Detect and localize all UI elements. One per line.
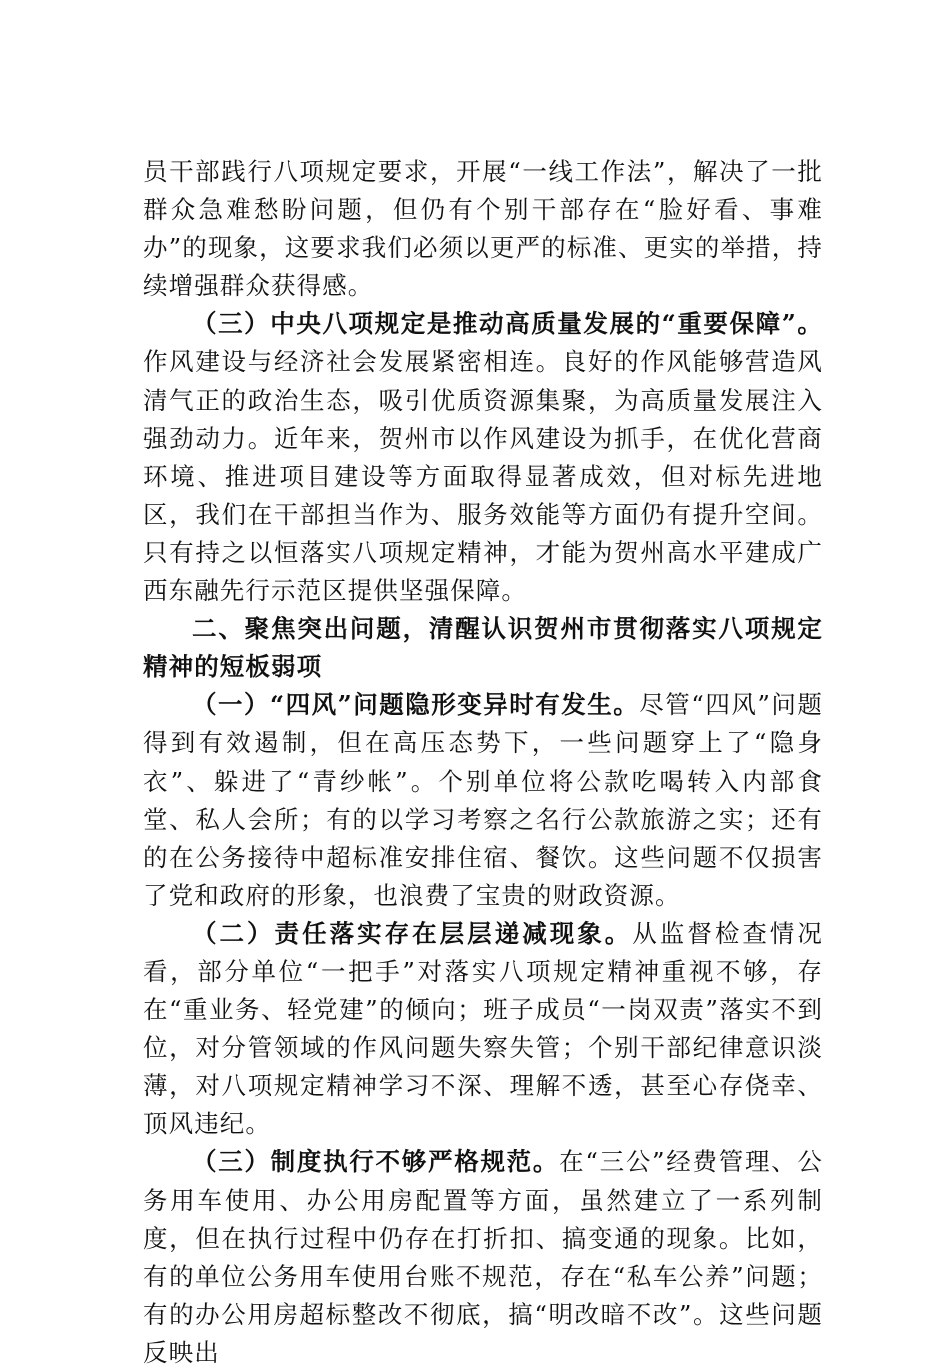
paragraph-text: 尽管“四风”问题得到有效遏制，但在高压态势下，一些问题穿上了“隐身衣”、躲进了“青纱帐”。个别单位将公款吃喝转入内部食堂、私人会所；有的以学习考察之名行公款旅游之实；还有的在公务接待中超标准安排住宿、餐饮。这些问题不仅损害了党和政府的形象，也浪费了宝贵的财政资源。 — [143, 690, 823, 910]
paragraph-responsibility — [143, 915, 823, 1144]
section-heading: 二、聚焦突出问题，清醒认识贺州市贯彻落实八项规定精神的短板弱项 — [143, 614, 823, 682]
paragraph-text: 从监督检查情况看，部分单位“一把手”对落实八项规定精神重视不够，存在“重业务、轻党建”的倾向；班子成员“一岗双责”落实不到位，对分管领域的作风问题失察失管；个别干部纪律意识淡薄，对八项规定精神学习不深、理解不透，甚至心存侥幸、顶风违纪。 — [143, 918, 823, 1139]
document-body — [143, 153, 823, 1372]
paragraph-system-execution — [143, 1143, 823, 1372]
subsection-heading: （三）中央八项规定是推动高质量发展的“重要保障”。 — [192, 309, 823, 339]
subsection-heading: （三）制度执行不够严格规范。 — [192, 1147, 560, 1177]
paragraph-high-quality-development — [143, 305, 823, 610]
paragraph-text: 员干部践行八项规定要求，开展“一线工作法”，解决了一批群众急难愁盼问题，但仍有个别干部存在“脸好看、事难办”的现象，这要求我们必须以更严的标准、更实的举措，持续增强群众获得感。 — [143, 157, 823, 301]
paragraph-continued — [143, 153, 823, 305]
subsection-heading: （一）“四风”问题隐形变异时有发生。 — [192, 690, 640, 720]
paragraph-four-winds — [143, 686, 823, 915]
paragraph-text: 在“三公”经费管理、公务用车使用、办公用房配置等方面，虽然建立了一系列制度，但在执行过程中仍存在打折扣、搞变通的现象。比如，有的单位公务用车使用台账不规范，存在“私车公养”问题；有的办公用房超标整改不彻底，搞“明改暗不改”。这些问题反映出 — [143, 1147, 823, 1367]
subsection-heading: （二）责任落实存在层层递减现象。 — [192, 918, 633, 948]
paragraph-text: 作风建设与经济社会发展紧密相连。良好的作风能够营造风清气正的政治生态，吸引优质资源集聚，为高质量发展注入强劲动力。近年来，贺州市以作风建设为抓手，在优化营商环境、推进项目建设等方面取得显著成效，但对标先进地区，我们在干部担当作为、服务效能等方面仍有提升空间。只有持之以恒落实八项规定精神，才能为贺州高水平建成广西东融先行示范区提供坚强保障。 — [143, 347, 823, 606]
